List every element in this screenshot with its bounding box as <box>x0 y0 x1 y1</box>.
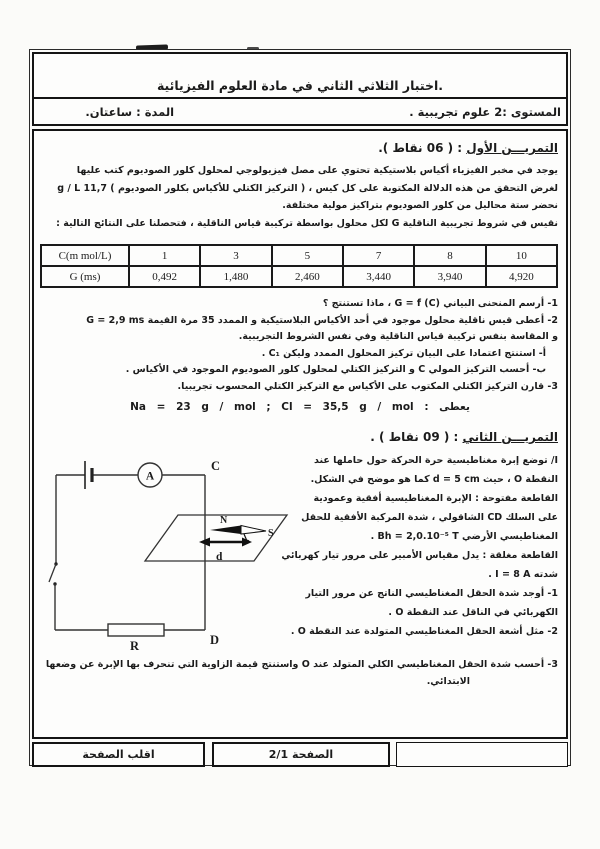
question-line-continuation: الابتدائي. <box>426 675 470 687</box>
conductance-table <box>40 244 558 288</box>
page-number-cell: الصفحة 2/1 <box>212 742 390 767</box>
exercise1-intro-line: نحضر ستة محاليل من كلور الصوديوم بتراكيز مولية مختلفة. <box>282 200 558 211</box>
table-cell: 1,480 <box>200 266 271 287</box>
header-box <box>32 52 568 126</box>
node-d-label: D <box>210 633 220 647</box>
exercise1-intro-line: نقيس في شروط تجريبية الناقلية G لكل محلول بواسطة تركيبة قياس الناقلية ، فتحصلنا على النتائج التالية : <box>56 217 558 229</box>
exercise2-title-text: التمريـــن الثاني <box>462 430 558 444</box>
exercise1-intro-line: لغرض التحقق من هذه الدلالة المكتوبة على كل كيس ، ( التركيز الكتلي للأكياس بكلور الصوديوم ) 11,7 g / L <box>57 182 558 194</box>
exercise1-intro-line: يوجد في مخبر الفيزياء أكياس بلاستيكية تحتوي على مصل فيزيولوجي لمحلول كلور الصوديوم كتب عليها <box>76 165 558 176</box>
given-data-line: يعطى : Na = 23 g / mol ; Cl = 35,5 g / mol <box>130 401 470 413</box>
table-cell: 1 <box>129 245 200 266</box>
circuit-figure <box>42 451 300 657</box>
exercise2-text-column <box>281 451 558 657</box>
table-header-cell: C(m mol/L) <box>41 245 129 266</box>
question-line: 3- قارن التركيز الكتلي المكتوب على الأكياس مع التركيز الكتلي المحسوب تجريبيا. <box>177 380 558 392</box>
turn-page-cell: اقلب الصفحة <box>32 742 205 767</box>
table-cell: 7 <box>343 245 414 266</box>
question-line: 1- أرسم المنحنى البياني G = f (C) ، ماذا تستنتج ؟ <box>322 298 558 309</box>
exercise1-title-text: التمريـــن الأول <box>466 141 558 155</box>
exercise2-points: : ( 09 نقاط ) . <box>370 430 463 444</box>
exercise2-line: الكهربائي في الناقل عند النقطة O . <box>388 607 558 618</box>
exercise2-line: على السلك CD الشاقولي ، شدة المركبة الأفقية للحقل <box>301 512 558 523</box>
exam-title: اختبار الثلاثي الثاني في مادة العلوم الفيزيائية. <box>156 78 444 93</box>
exercise2-line: I/ توضع إبرة مغناطيسية حرة الحركة حول حاملها عند <box>314 455 558 466</box>
table-cell: 3,440 <box>343 266 414 287</box>
sub-question-line: أ- استنتج اعتمادا على البيان تركيز المحلول الممدد وليكن C₁ . <box>261 347 546 359</box>
page-footer <box>32 742 568 767</box>
table-row <box>41 266 557 287</box>
resistor-label: R <box>130 639 140 653</box>
distance-label: d <box>216 551 223 563</box>
question-line: و المقاسة بنفس تركيبة قياس الناقلية وفي نفس الشروط التجريبية. <box>238 331 558 342</box>
ammeter-label: A <box>145 470 155 483</box>
circuit-diagram <box>48 453 300 653</box>
table-cell: 4,920 <box>486 266 557 287</box>
switch-symbol <box>49 562 58 630</box>
resistor-symbol <box>108 624 164 636</box>
duration-label: المدة : ساعتان. <box>85 104 175 119</box>
sub-question-line: ب- أحسب التركيز المولي C و التركيز الكتلي لمحلول كلور الصوديوم الموجود في الأكياس . <box>125 364 546 375</box>
header-info-row <box>34 97 566 124</box>
table-cell: 8 <box>414 245 485 266</box>
exercise2-line: القاطعة مغلقة : يدل مقياس الأمبير على مرور تيار كهربائي <box>281 550 558 561</box>
exam-body <box>32 129 568 739</box>
page-frame <box>29 49 571 766</box>
exercise2-line: شدته I = 8 A . <box>488 569 558 580</box>
exercise2-line: القاطعة مفتوحة : الإبرة المغناطيسية أفقية وعمودية <box>313 493 558 504</box>
node-c-label: C <box>211 459 221 473</box>
exercise1-title <box>42 141 558 155</box>
table-header-cell: G (ms) <box>41 266 129 287</box>
question-line: 3- أحسب شدة الحقل المغناطيسي الكلي المتولد عند O واستنتج قيمة الزاوية التي تنحرف بها الإبرة عن وضعها <box>45 659 558 670</box>
level-label: المستوى :2 علوم تجريبية . <box>409 104 561 119</box>
exercise2-line: المغناطيسي الأرضي Bh = 2,0.10⁻⁵ T . <box>370 531 558 542</box>
south-label: S <box>268 528 274 539</box>
question-line: 2- مثل أشعة الحقل المغناطيسي المتولدة عند النقطة O . <box>290 626 558 637</box>
question-line: 2- أعطى قيس ناقلية محلول موجود في أحد الأكياس البلاستيكية و الممدد 35 مرة القيمة G = 2,9 ms <box>86 314 558 326</box>
table-cell: 3 <box>200 245 271 266</box>
table-cell: 5 <box>272 245 343 266</box>
table-cell: 3,940 <box>414 266 485 287</box>
exercise1-questions <box>42 296 558 413</box>
exercise2-title <box>42 430 558 444</box>
battery-symbol <box>85 461 92 489</box>
exercise2-content-row <box>42 451 558 657</box>
table-cell: 2,460 <box>272 266 343 287</box>
exercise1-points: : ( 06 نقاط ). <box>378 141 467 155</box>
exercise2-line: 1- أوجد شدة الحقل المغناطيسي الناتج عن مرور التيار <box>305 588 558 599</box>
table-cell: 0,492 <box>129 266 200 287</box>
table-cell: 10 <box>486 245 557 266</box>
empty-footer-cell <box>396 742 568 767</box>
table-row <box>41 245 557 266</box>
exercise2-line: النقطة O ، حيث d = 5 cm كما هو موضح في الشكل. <box>310 474 558 485</box>
north-label: N <box>220 515 228 526</box>
ammeter-icon <box>138 463 162 487</box>
